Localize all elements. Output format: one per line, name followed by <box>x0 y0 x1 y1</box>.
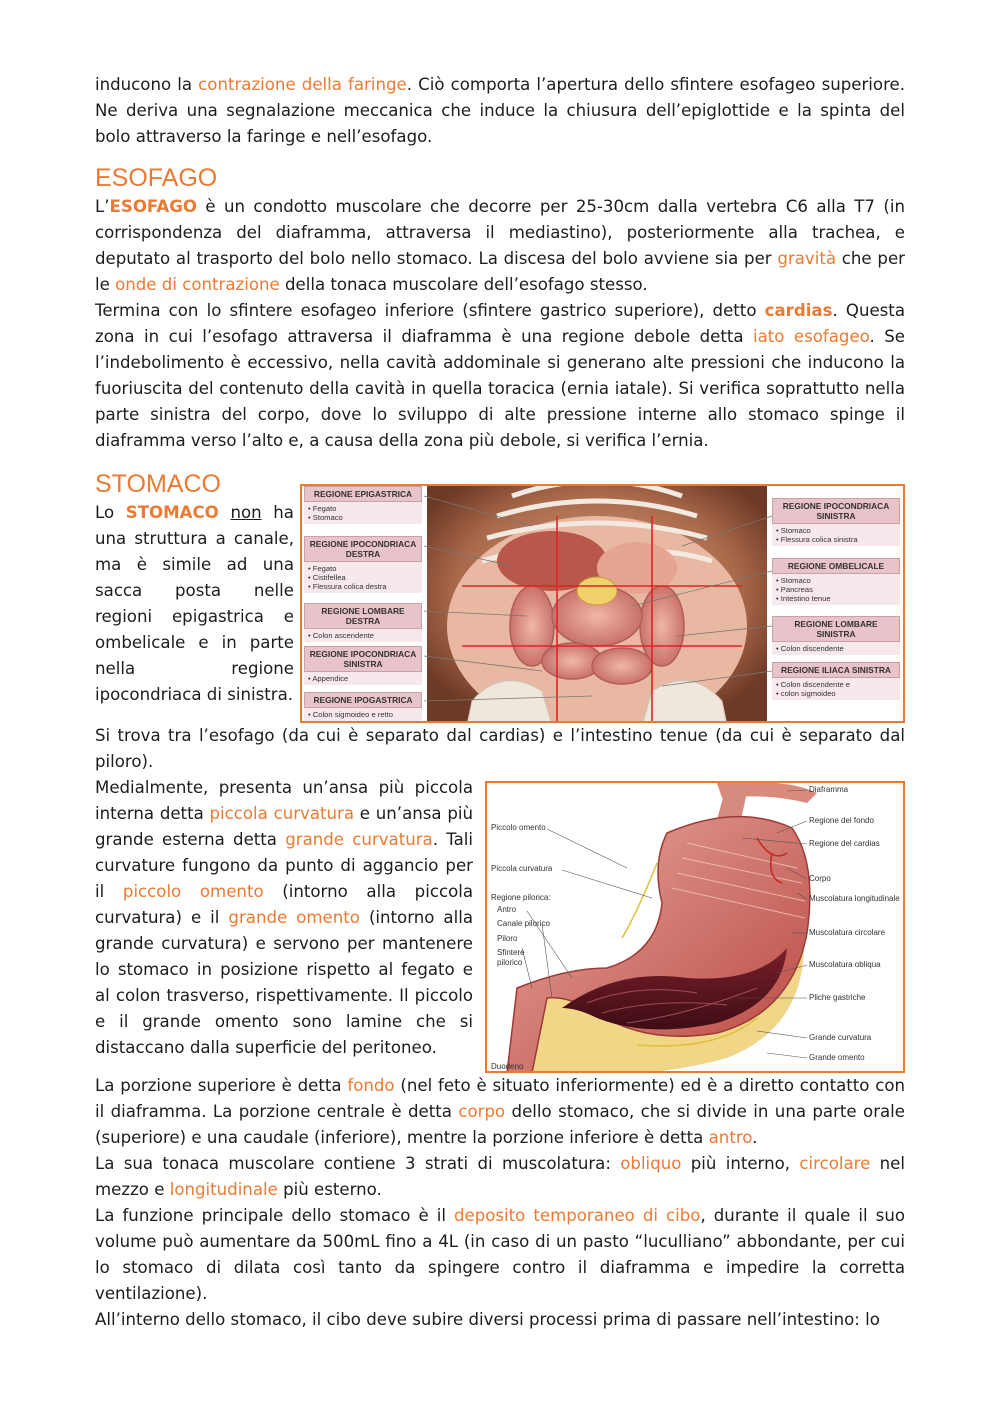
region-label-left-4: REGIONE IPOGASTRICA • Colon sigmoideo e retto <box>304 692 422 721</box>
region-label-left-2: REGIONE LOMBARE DESTRA • Colon ascendente <box>304 603 422 642</box>
highlight-term: onde di contrazione <box>115 275 280 294</box>
region-label-right-3: REGIONE ILIACA SINISTRA • Colon discendente e • colon sigmoideo <box>772 662 900 700</box>
bold-term: ESOFAGO <box>109 197 197 216</box>
stomach-label-right-5: Muscolatura circolare <box>809 928 886 937</box>
stomach-label-right-6: Muscolatura obliqua <box>809 960 881 969</box>
highlight-term: gravità <box>777 249 837 268</box>
stomach-anatomy-figure <box>485 781 905 1073</box>
underlined-word: non <box>230 503 262 522</box>
stomach-label-left-3: Antro <box>497 905 517 914</box>
highlight-term: fondo <box>347 1076 395 1095</box>
stomach-label-left-1: Piccola curvatura <box>491 864 553 873</box>
highlight-term: contrazione della faringe <box>198 75 407 94</box>
highlight-term: piccola curvatura <box>209 804 355 823</box>
highlight-term: iato esofageo <box>753 327 870 346</box>
esofago-paragraph-2: Termina con lo sfintere esofageo inferiore (sfintere gastrico superiore), detto cardias. Questa zona in cui l’esofago attraversa il diaframma è una regione debole detta iato esofageo. Se l’indebolimento è eccessivo, nella cavità addominale si generano alte pressioni che inducono la fuoriuscita del contenuto della cavità in quella toracica (ernia iatale). Si verifica soprattutto nella parte sinistra del corpo, dove lo sviluppo di alte pressione interne allo stomaco spinge il diaframma verso l’alto e, a causa della zona più debole, si verifica l’ernia. <box>95 301 906 450</box>
highlight-term: obliquo <box>620 1154 682 1173</box>
stomaco-paragraph-3: Medialmente, presenta un’ansa più piccola interna detta piccola curvatura e un’ansa più grande esterna detta grande curvatura. Tali curvature fungono da punto di aggancio per il piccolo omento (intorno alla piccola curvatura) e il grande omento (intorno alla grande curvatura) e servono per mantenere lo stomaco in posizione rispetto al fegato e al colon trasverso, rispettivamente. Il piccolo e il grande omento sono lamine che si distaccano dalla superficie del peritoneo. <box>95 778 474 1057</box>
stomach-label-right-1: Regione del fondo <box>809 816 874 825</box>
abdominal-regions-figure <box>300 484 905 723</box>
stomach-label-right-9: Grande omento <box>809 1053 865 1062</box>
stomach-label-right-0: Diaframma <box>809 785 849 794</box>
stomach-label-left-4: Canale pilorico <box>497 919 550 928</box>
region-label-right-1: REGIONE OMBELICALE • Stomaco • Pancreas • Intestino tenue <box>772 558 900 605</box>
stomach-label-left-2: Regione pilorica: <box>491 893 551 902</box>
stomaco-paragraph-5: La sua tonaca muscolare contiene 3 strati di muscolatura: obliquo più interno, circolare nel mezzo e longitudinale più esterno. <box>95 1154 905 1199</box>
highlight-term: grande omento <box>228 908 360 927</box>
stomaco-paragraph-1: Lo STOMACO non ha una struttura a canale, ma è simile ad una sacca posta nelle regioni epigastrica e ombelicale e in parte nella regione ipocondriaca di sinistra. <box>95 503 294 704</box>
section-heading-esofago: ESOFAGO <box>95 164 218 192</box>
region-label-left-1: REGIONE IPOCONDRIACA DESTRA • Fegato • Cistifellea • Flessura colica destra <box>304 536 422 593</box>
stomach-label-left-0: Piccolo omento <box>491 823 546 832</box>
stomach-label-left-6: Sfintere <box>497 948 525 957</box>
highlight-term: deposito temporaneo di cibo <box>453 1206 701 1225</box>
page-content <box>95 72 905 1333</box>
stomach-label-right-7: Pliche gastriche <box>809 993 866 1002</box>
highlight-term: piccolo omento <box>122 882 264 901</box>
stomach-label-right-8: Grande curvatura <box>809 1033 872 1042</box>
bold-term: cardias <box>764 301 833 320</box>
region-label-right-2: REGIONE LOMBARE SINISTRA • Colon discendente <box>772 616 900 655</box>
region-label-left-0: REGIONE EPIGASTRICA • Fegato • Stomaco <box>304 486 422 524</box>
stomach-label-left-5: Piloro <box>497 934 518 943</box>
bold-term: STOMACO <box>125 503 219 522</box>
region-label-right-0: REGIONE IPOCONDRIACA SINISTRA • Stomaco • Flessura colica sinistra <box>772 498 900 546</box>
stomach-label-right-3: Corpo <box>809 874 831 883</box>
region-label-left-3: REGIONE IPOCONDRIACA SINISTRA • Appendice <box>304 646 422 685</box>
highlight-term: circolare <box>799 1154 871 1173</box>
highlight-term: antro <box>708 1128 753 1147</box>
intro-paragraph: inducono la contrazione della faringe. Ciò comporta l’apertura dello sfintere esofageo superiore. Ne deriva una segnalazione meccanica che induce la chiusura dell’epiglottide e la spinta del bolo attraverso la faringe e nell’esofago. <box>95 75 906 146</box>
stomaco-paragraph-7: All’interno dello stomaco, il cibo deve subire diversi processi prima di passare nell’intestino: lo <box>95 1310 880 1329</box>
highlight-term: longitudinale <box>169 1180 278 1199</box>
highlight-term: grande curvatura <box>285 830 433 849</box>
stomaco-paragraph-4: La porzione superiore è detta fondo (nel feto è situato inferiormente) ed è a diretto contatto con il diaframma. La porzione centrale è detta corpo dello stomaco, che si divide in una parte orale (superiore) e una caudale (inferiore), mentre la porzione inferiore è detta antro. <box>95 1076 906 1147</box>
stomaco-paragraph-6: La funzione principale dello stomaco è il deposito temporaneo di cibo, durante il quale il suo volume può aumentare da 500mL fino a 4L (in caso di un pasto “luculliano” abbondante, per cui lo stomaco di dilata così tanto da spingere contro il diaframma e impedire la corretta ventilazione). <box>95 1206 906 1303</box>
stomach-label-left-7: pilorico <box>497 958 523 967</box>
stomaco-paragraph-2: Si trova tra l’esofago (da cui è separato dal cardias) e l’intestino tenue (da cui è separato dal piloro). <box>95 726 905 771</box>
esofago-paragraph-1: L’ESOFAGO è un condotto muscolare che decorre per 25-30cm dalla vertebra C6 alla T7 (in corrispondenza del diaframma, attraversa il mediastino), posteriormente alla trachea, e deputato al trasporto del bolo nello stomaco. La discesa del bolo avviene sia per gravità che per le onde di contrazione della tonaca muscolare dell’esofago stesso. <box>95 197 905 294</box>
stomach-label-right-2: Regione del cardias <box>809 839 880 848</box>
section-heading-stomaco: STOMACO <box>95 470 221 498</box>
stomach-label-left-8: Duodeno <box>491 1062 524 1071</box>
highlight-term: corpo <box>458 1102 506 1121</box>
stomach-label-right-4: Muscolatura longitudinale <box>809 894 900 903</box>
